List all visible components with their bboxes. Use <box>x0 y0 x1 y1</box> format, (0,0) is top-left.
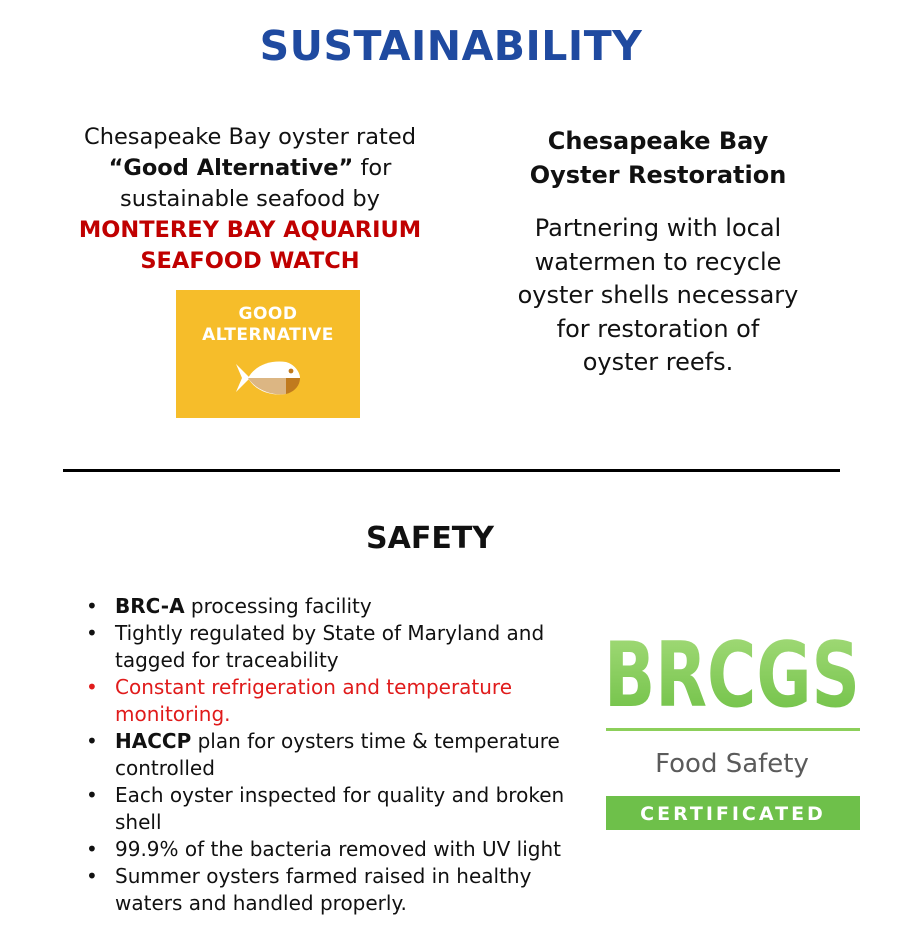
certificated-label: CERTIFICATED <box>640 803 826 825</box>
section-divider <box>63 469 840 472</box>
brcgs-logo <box>600 616 864 836</box>
badge-text-line1: GOOD <box>238 304 298 324</box>
restoration-heading <box>495 124 821 192</box>
list-item <box>86 620 576 674</box>
food-safety-label: Food Safety <box>655 749 809 779</box>
list-item <box>86 863 576 917</box>
brcgs-wordmark: BRCGS <box>604 623 860 728</box>
rating-intro-text: Chesapeake Bay oyster rated <box>83 124 416 150</box>
restoration-heading-line1: Chesapeake Bay <box>547 127 769 155</box>
safety-list <box>86 593 576 917</box>
list-item-text: Constant refrigeration and temperature monitoring. <box>115 675 513 726</box>
list-item <box>86 674 576 728</box>
badge-text <box>176 304 360 346</box>
list-item-bold: HACCP <box>115 729 192 753</box>
rating-value: “Good Alternative” <box>108 155 354 181</box>
list-item-bold: BRC-A <box>115 594 185 618</box>
page-title: SUSTAINABILITY <box>259 22 643 70</box>
restoration-heading-line2: Oyster Restoration <box>529 161 787 189</box>
list-item-text: Tightly regulated by State of Maryland and tagged for traceability <box>115 621 545 672</box>
list-item-text: Each oyster inspected for quality and broken shell <box>115 783 565 834</box>
seafood-watch-rating-block <box>40 122 460 277</box>
list-item <box>86 593 576 620</box>
restoration-line5: oyster reefs. <box>582 348 734 376</box>
rating-suffix: for <box>353 155 392 181</box>
logo-rule <box>606 728 860 731</box>
restoration-description <box>495 212 821 380</box>
list-item-text: plan for oysters time & temperature controlled <box>115 729 560 780</box>
list-item <box>86 728 576 782</box>
list-item-text: Summer oysters farmed raised in healthy waters and handled properly. <box>115 864 532 915</box>
list-item <box>86 782 576 836</box>
list-item <box>86 836 576 863</box>
safety-heading: SAFETY <box>366 521 494 556</box>
restoration-line4: for restoration of <box>556 314 760 343</box>
rating-purpose-text: sustainable seafood by <box>120 186 380 212</box>
restoration-line2: watermen to recycle <box>534 247 782 276</box>
good-alternative-badge <box>176 290 360 418</box>
org-name-line2: SEAFOOD WATCH <box>140 248 360 274</box>
badge-text-line2: ALTERNATIVE <box>202 325 334 345</box>
org-name-line1: MONTEREY BAY AQUARIUM <box>78 217 422 243</box>
fish-icon <box>234 356 302 400</box>
restoration-line1: Partnering with local <box>534 214 782 242</box>
list-item-text: 99.9% of the bacteria removed with UV light <box>115 837 561 861</box>
rating-line <box>40 153 460 184</box>
restoration-line3: oyster shells necessary <box>517 281 799 309</box>
list-item-text: processing facility <box>184 594 372 618</box>
